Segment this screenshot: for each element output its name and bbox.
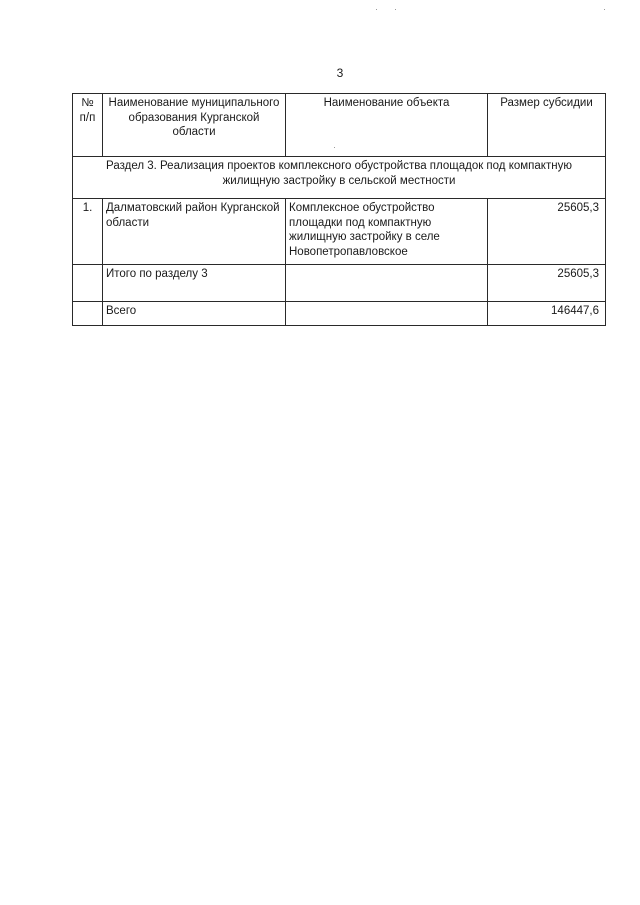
grand-total-label: Всего: [103, 302, 286, 326]
row-subsidy: 25605,3: [488, 199, 606, 265]
grand-total-subsidy: 146447,6: [488, 302, 606, 326]
scan-artifact: [395, 9, 396, 10]
section-total-subsidy: 25605,3: [488, 265, 606, 302]
grand-total-number-cell: [73, 302, 103, 326]
scan-artifact: [604, 9, 605, 10]
section-total-number-cell: [73, 265, 103, 302]
header-number: № п/п: [73, 94, 103, 157]
table-row: [73, 199, 606, 265]
scan-artifact: [334, 147, 335, 148]
scan-artifact: [376, 9, 377, 10]
section-total-label: Итого по разделу 3: [103, 265, 286, 302]
row-object: Комплексное обустройство площадки под компактную жилищную застройку в селе Новопетропавловское: [286, 199, 488, 265]
section-title: Раздел 3. Реализация проектов комплексного обустройства площадок под компактную жилищную застройку в сельской местности: [73, 157, 606, 199]
row-number: 1.: [73, 199, 103, 265]
header-subsidy: Размер субсидии: [488, 94, 606, 157]
table-header-row: [73, 94, 606, 157]
section-total-row: [73, 265, 606, 302]
page-number: 3: [336, 66, 344, 80]
grand-total-row: [73, 302, 606, 326]
section-total-object-cell: [286, 265, 488, 302]
grand-total-object-cell: [286, 302, 488, 326]
row-municipality: Далматовский район Курганской области: [103, 199, 286, 265]
header-municipality: Наименование муниципального образования Курганской области: [103, 94, 286, 157]
header-object: Наименование объекта: [286, 94, 488, 157]
section-row: [73, 157, 606, 199]
subsidy-table: [72, 93, 606, 326]
